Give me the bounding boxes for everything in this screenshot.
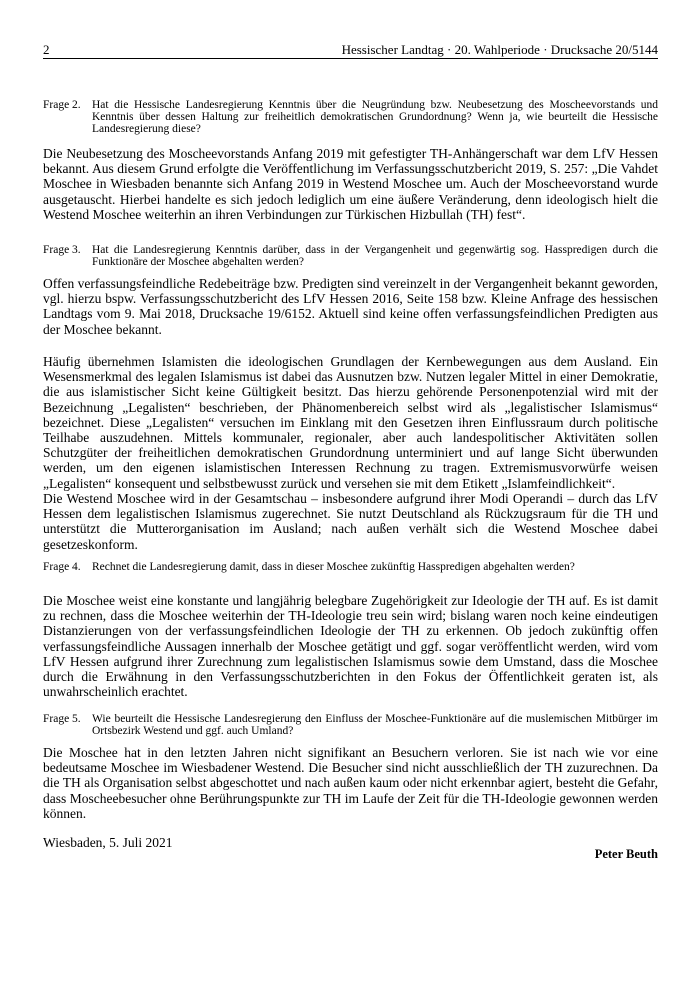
answer-paragraph: Offen verfassungsfeindliche Redebeiträge bzw. Predigten sind vereinzelt in der Vergangenheit bekannt geworden, vgl. hierzu bspw. Verfassungsschutzbericht des LfV Hessen 2016, Seite 158 bzw. Kleine Anfrage des hessischen Landtags vom 9. Mai 2018, Drucksache 19/6152. Aktuell sind keine offen verfassungsfeindlichen Predigten aus der Moschee bekannt.	[43, 276, 658, 337]
page-header	[43, 40, 658, 59]
question-5	[43, 713, 658, 737]
question-text: Rechnet die Landesregierung damit, dass in dieser Moschee zukünftig Hasspredigen abgehalten werden?	[92, 561, 575, 573]
answer-paragraph: Die Westend Moschee wird in der Gesamtschau – insbesondere aufgrund ihrer Modi Operandi – durch das LfV Hessen dem legalistischen Islamismus zugerechnet. Sie nutzt Deutschland als Rückzugsraum für die TH und unterstützt die Mutterorganisation im Ausland; nach außen verhält sich die Westend Moschee dabei gesetzeskonform.	[43, 491, 658, 552]
answer-3-conclusion	[43, 491, 658, 552]
page-number: 2	[43, 42, 50, 57]
answer-4	[43, 593, 658, 699]
running-head: Hessischer Landtag · 20. Wahlperiode · Drucksache 20/5144	[341, 42, 658, 57]
question-text: Hat die Landesregierung Kenntnis darüber, dass in der Vergangenheit und gegenwärtig sog. Hasspredigen durch die Funktionäre der Moschee abgehalten werden?	[92, 244, 658, 269]
question-label: Frage 2.	[43, 99, 81, 111]
answer-2	[43, 146, 658, 222]
question-label: Frage 5.	[43, 713, 81, 725]
answer-paragraph: Häufig übernehmen Islamisten die ideologischen Grundlagen der Kernbewegungen aus dem Ausland. Ein Wesensmerkmal des legalen Islamismus ist dabei das Ausnutzen bzw. Nutzen legaler Mittel in einer Demokratie, die aus islamistischer Sicht keine Gültigkeit besitzt. Das hierzu gehörende Personenpotenzial wird mit der Bezeichnung „Legalisten“ beschrieben, der Phänomenbereich selbst wird als „legalistischer Islamismus“ bezeichnet. Diese „Legalisten“ versuchen im Einklang mit den Gesetzen ihren Einflussraum durch politische Teilhabe auszudehnen. Mittels kommunaler, regionaler, aber auch landespolitischer Aktivitäten sollen Schutzgüter der freiheitlichen demokratischen Grundordnung unterminiert und auf lange Sicht überwunden werden, um den eigenen islamistischen Interessen Rechnung zu tragen. Extremismusvorwürfe weisen „Legalisten“ konsequent und selbstbewusst zurück und versehen sie mit dem Etikett „Islamfeindlichkeit“.	[43, 354, 658, 491]
question-text: Wie beurteilt die Hessische Landesregierung den Einfluss der Moschee-Funktionäre auf die muslemischen Mitbürger im Ortsbezirk Westend und ggf. auch Umland?	[92, 713, 658, 738]
answer-paragraph: Die Moschee weist eine konstante und langjährig belegbare Zugehörigkeit zur Ideologie der TH auf. Es ist damit zu rechnen, dass die Moschee weiterhin der TH-Ideologie treu sein wird; bislang waren noch keine eindeutigen Distanzierungen von der verfassungsfeindlichen Ideologie der TH zu erkennen. Ob jedoch zukünftig offen verfassungsfeindliche Aussagen innerhalb der Moschee getätigt und ggf. sogar veröffentlicht werden, wird vom LfV Hessen aufgrund ihrer Zurechnung zum legalistischen Islamismus sowie dem Umstand, dass die Moschee durch die Erwähnung in den Verfassungsschutzberichten in den Fokus der Öffentlichkeit geraten ist, als unwahrscheinlich erachtet.	[43, 593, 658, 700]
answer-5	[43, 745, 658, 821]
question-3	[43, 244, 658, 268]
question-text: Hat die Hessische Landesregierung Kenntnis über die Neugründung bzw. Neubesetzung des Moscheevorstands und Kenntnis über dessen Haltung zur freiheitlich demokratischen Grundordnung? Wenn ja, wie beurteilt die Hessische Landesregierung diese?	[92, 99, 658, 136]
answer-3-continued	[43, 354, 658, 491]
place-date: Wiesbaden, 5. Juli 2021	[43, 835, 173, 850]
question-4	[43, 561, 658, 573]
question-label: Frage 4.	[43, 561, 81, 573]
signer-name: Peter Beuth	[594, 847, 658, 861]
question-2	[43, 99, 658, 136]
answer-paragraph: Die Moschee hat in den letzten Jahren nicht signifikant an Besuchern verloren. Sie ist nach wie vor eine bedeutsame Moschee im Wiesbadener Westend. Die Besucher sind nicht ausschließlich der TH zuzurechnen. Da die TH als Organisation selbst abgeschottet und nach außen kaum oder nicht erkennbar agiert, besteht die Gefahr, dass Moscheebesucher ohne Berührungspunkte zur TH im Laufe der Zeit für die TH-Ideologie gewonnen werden können.	[43, 745, 658, 821]
answer-3	[43, 276, 658, 337]
answer-paragraph: Die Neubesetzung des Moscheevorstands Anfang 2019 mit gefestigter TH-Anhängerschaft war dem LfV Hessen bekannt. Aus diesem Grund erfolgte die Veröffentlichung im Verfassungsschutzbericht 2019, S. 257: „Die Vahdet Moschee in Wiesbaden benannte sich Anfang 2019 in Westend Moschee um. Auch der Moscheevorstand wurde ausgetauscht. Hierbei handelte es sich jedoch lediglich um eine äußere Veränderung, denn ideologisch hielt die Westend Moschee weiterhin an ihren Verbindungen zur Türkischen Hizbullah (TH) fest“.	[43, 146, 658, 222]
question-label: Frage 3.	[43, 244, 81, 256]
